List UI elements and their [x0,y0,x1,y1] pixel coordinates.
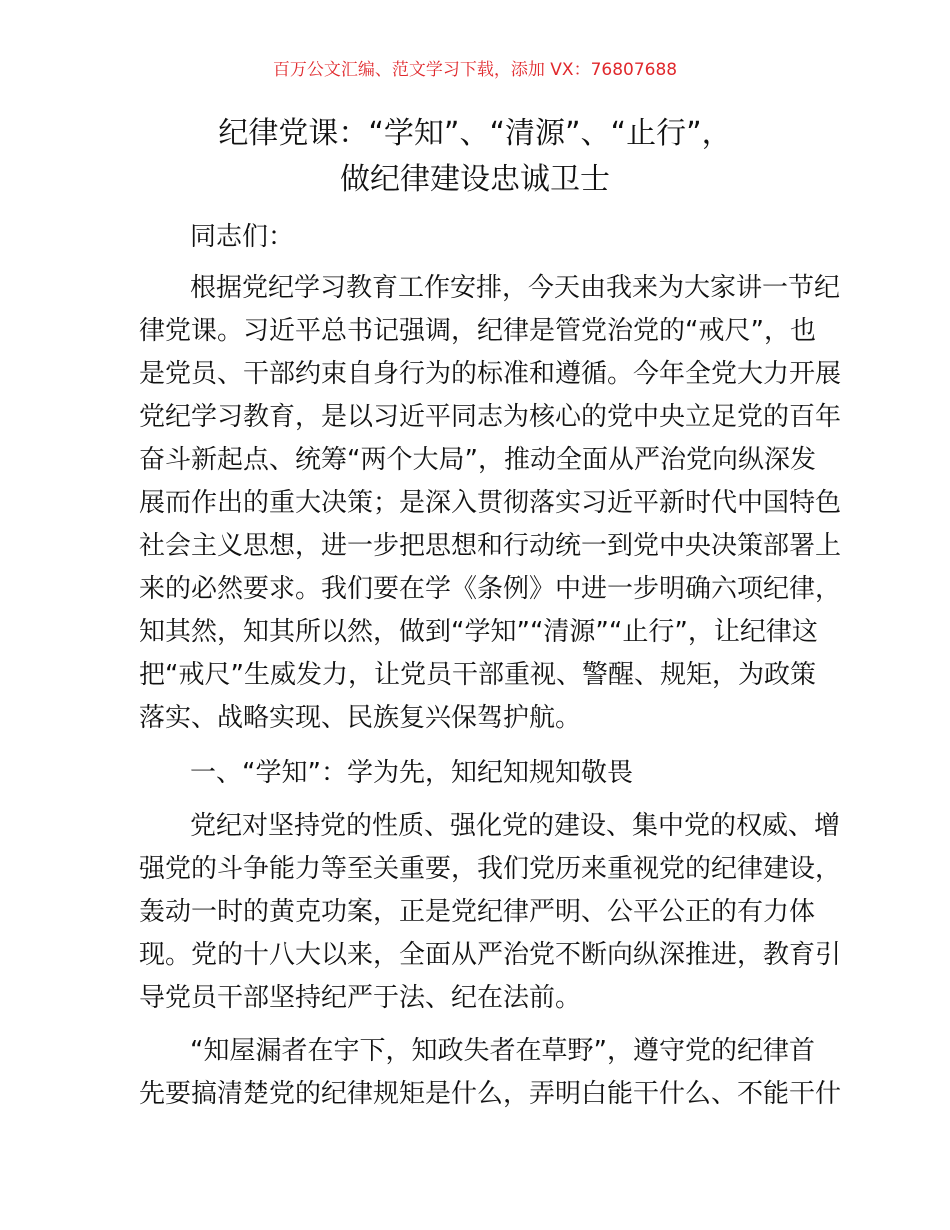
paragraph-line: 展而作出的重大决策；是深入贯彻落实习近平新时代中国特色 [139,488,842,518]
paragraph-line: 强党的斗争能力等至关重要，我们党历来重视党的纪律建设， [139,854,842,884]
paragraph-line: 来的必然要求。我们要在学《条例》中进一步明确六项纪律， [139,574,842,604]
paragraph-line: 党纪学习教育，是以习近平同志为核心的党中央立足党的百年 [139,402,842,432]
paragraph-line: 是党员、干部约束自身行为的标准和遵循。今年全党大力开展 [139,359,842,389]
paragraph-line: 知其然，知其所以然，做到“学知”“清源”“止行”，让纪律这 [139,617,818,647]
salutation: 同志们： [190,222,295,252]
paragraph-line: 导党员干部坚持纪严于法、纪在法前。 [139,983,582,1013]
paragraph-line: 先要搞清楚党的纪律规矩是什么，弄明白能干什么、不能干什 [139,1079,842,1109]
paragraph-line: “知屋漏者在宇下，知政失者在草野”，遵守党的纪律首 [190,1036,815,1066]
paragraph-line: 党纪对坚持党的性质、强化党的建设、集中党的权威、增 [190,811,841,841]
paragraph-line: 社会主义思想，进一步把思想和行动统一到党中央决策部署上 [139,531,842,561]
section-heading: 一、“学知”：学为先，知纪知规知敬畏 [190,758,633,788]
paragraph-line: 律党课。习近平总书记强调，纪律是管党治党的“戒尺”，也 [139,316,816,346]
document-title-line-1: 纪律党课：“学知”、“清源”、“止行”， [218,116,732,151]
paragraph-line: 把“戒尺”生威发力，让党员干部重视、警醒、规矩，为政策 [139,660,816,690]
document-title-line-2: 做纪律建设忠诚卫士 [340,162,610,197]
paragraph-line: 现。党的十八大以来，全面从严治党不断向纵深推进，教育引 [139,940,842,970]
paragraph-line: 落实、战略实现、民族复兴保驾护航。 [139,703,582,733]
header-notice: 百万公文汇编、范文学习下载，添加 VX：76807688 [272,60,678,80]
paragraph-line: 奋斗新起点、统筹“两个大局”，推动全面从严治党向纵深发 [139,445,816,475]
paragraph-line: 轰动一时的黄克功案，正是党纪律严明、公平公正的有力体 [139,897,816,927]
paragraph-line: 根据党纪学习教育工作安排，今天由我来为大家讲一节纪 [190,273,841,303]
